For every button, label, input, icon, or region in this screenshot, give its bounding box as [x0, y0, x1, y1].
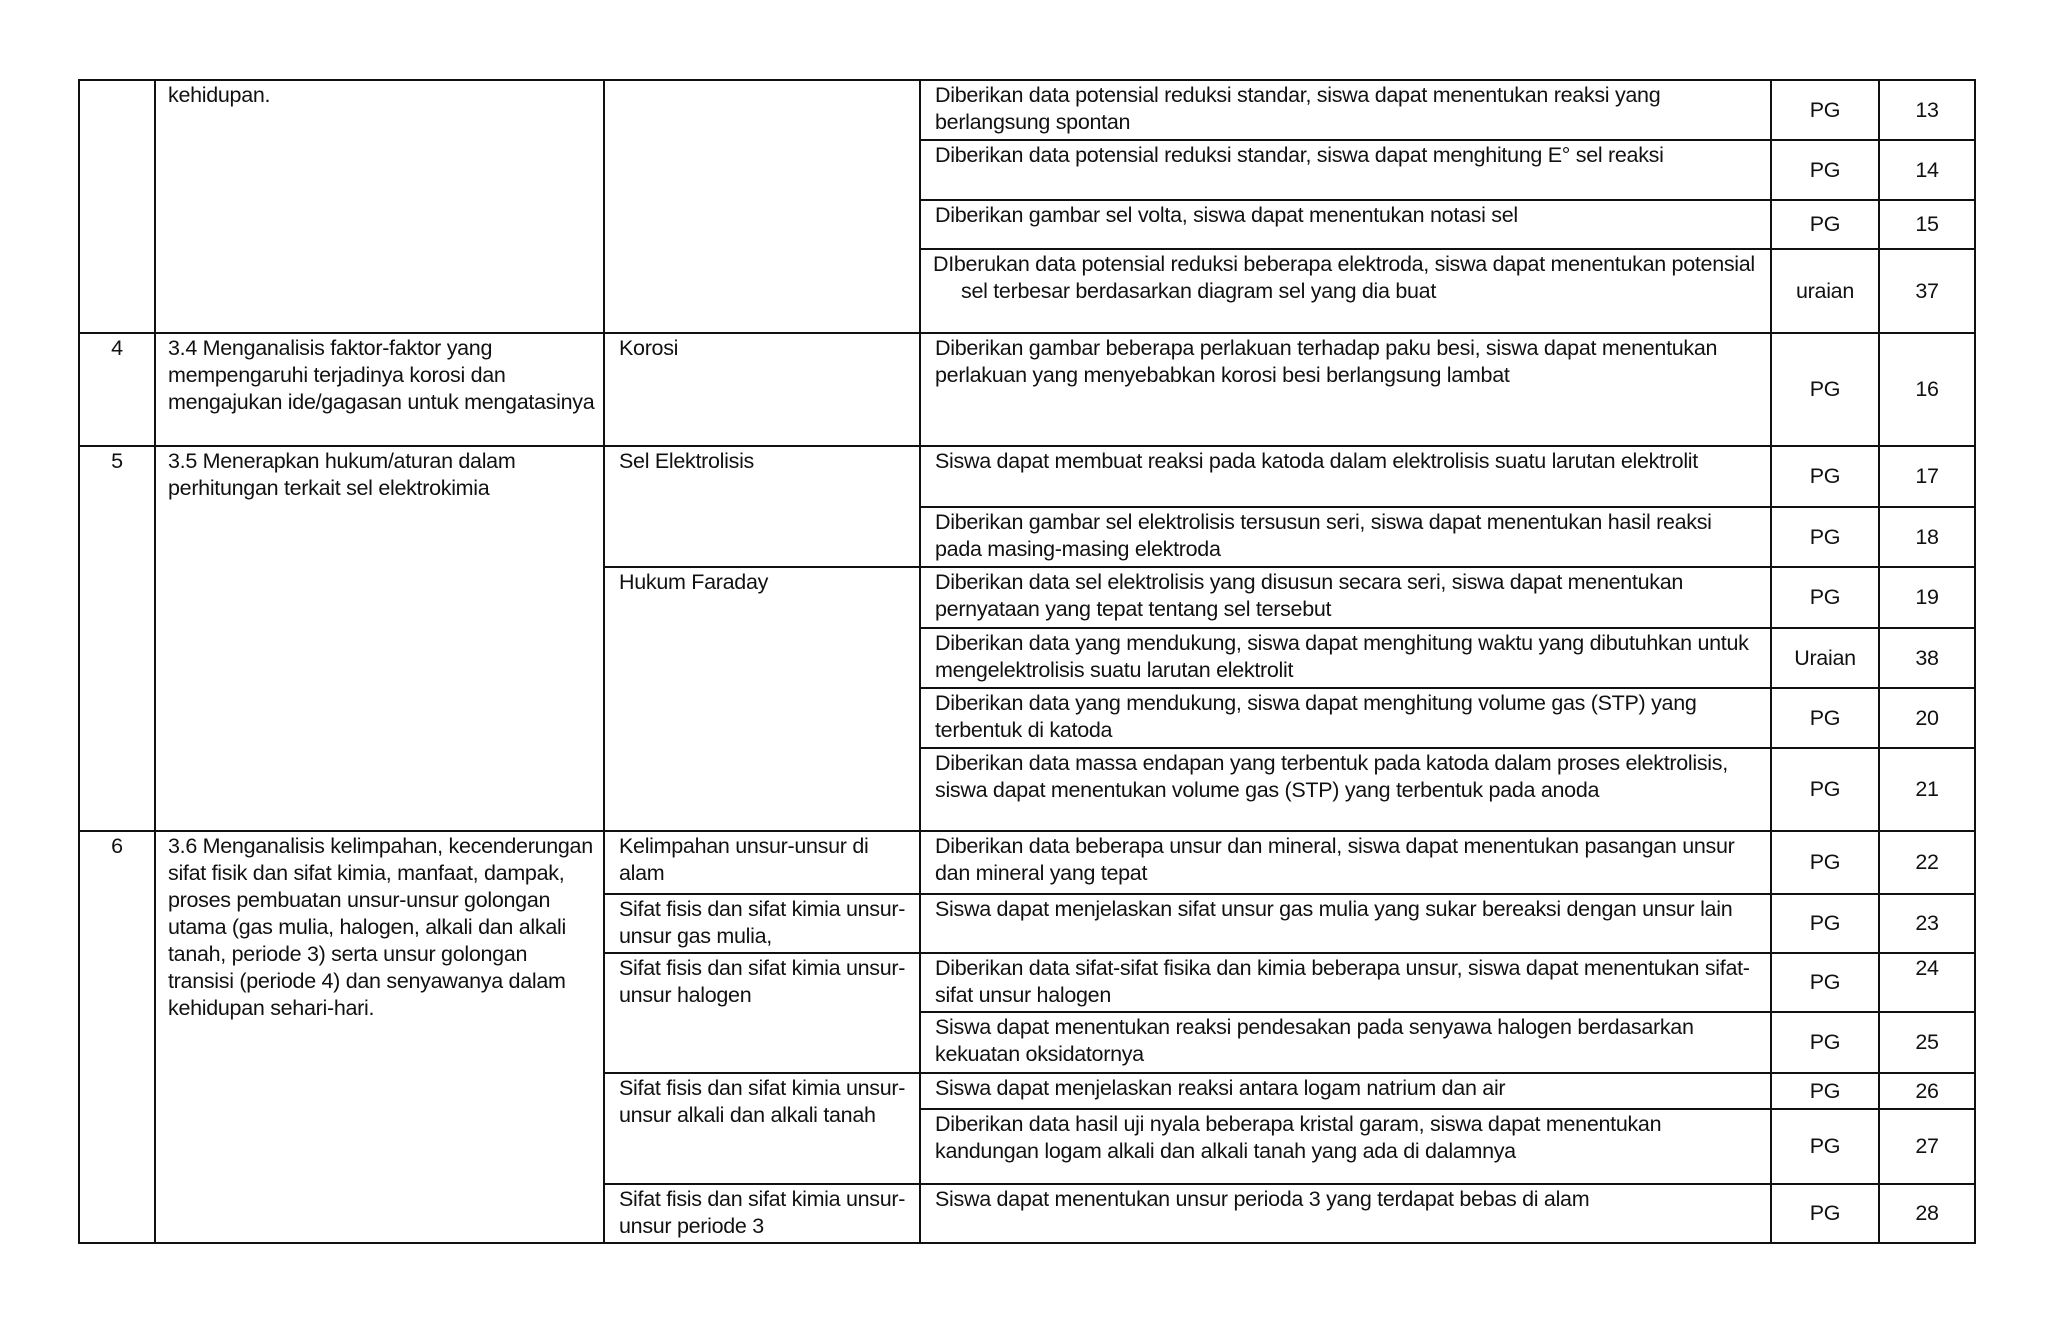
indikator: Diberikan gambar beberapa perlakuan terhadap paku besi, siswa dapat menentukan perlakuan yang menyebabkan korosi besi berlangsung lambat	[920, 333, 1771, 446]
nomor-soal: 26	[1879, 1073, 1975, 1109]
indikator: Diberikan data potensial reduksi standar, siswa dapat menghitung E° sel reaksi	[920, 140, 1771, 200]
nomor-soal: 22	[1879, 831, 1975, 894]
nomor-soal: 25	[1879, 1012, 1975, 1073]
materi	[604, 80, 920, 333]
bentuk-soal: PG	[1771, 831, 1879, 894]
indikator: Diberikan gambar sel volta, siswa dapat menentukan notasi sel	[920, 200, 1771, 249]
kompetensi-dasar: kehidupan.	[155, 80, 604, 333]
table-row	[79, 333, 1975, 446]
table-row	[79, 80, 1975, 140]
nomor-soal: 18	[1879, 507, 1975, 567]
bentuk-soal: PG	[1771, 1073, 1879, 1109]
nomor-soal: 14	[1879, 140, 1975, 200]
row-number: 6	[79, 831, 155, 1243]
materi: Kelimpahan unsur-unsur di alam	[604, 831, 920, 894]
row-number: 4	[79, 333, 155, 446]
indikator: Siswa dapat menjelaskan reaksi antara logam natrium dan air	[920, 1073, 1771, 1109]
indikator: Diberikan data beberapa unsur dan mineral, siswa dapat menentukan pasangan unsur dan mineral yang tepat	[920, 831, 1771, 894]
bentuk-soal: PG	[1771, 953, 1879, 1012]
indikator: Diberikan data yang mendukung, siswa dapat menghitung volume gas (STP) yang terbentuk di katoda	[920, 688, 1771, 748]
materi: Hukum Faraday	[604, 567, 920, 831]
kompetensi-dasar: 3.4 Menganalisis faktor-faktor yang mempengaruhi terjadinya korosi dan mengajukan ide/gagasan untuk mengatasinya	[155, 333, 604, 446]
indikator: Diberikan data sel elektrolisis yang disusun secara seri, siswa dapat menentukan pernyataan yang tepat tentang sel tersebut	[920, 567, 1771, 628]
indikator: Diberikan gambar sel elektrolisis tersusun seri, siswa dapat menentukan hasil reaksi pada masing-masing elektroda	[920, 507, 1771, 567]
nomor-soal: 23	[1879, 894, 1975, 953]
nomor-soal: 15	[1879, 200, 1975, 249]
materi: Sifat fisis dan sifat kimia unsur-unsur alkali dan alkali tanah	[604, 1073, 920, 1184]
materi: Korosi	[604, 333, 920, 446]
indikator: Diberikan data sifat-sifat fisika dan kimia beberapa unsur, siswa dapat menentukan sifat-sifat unsur halogen	[920, 953, 1771, 1012]
table-row	[79, 446, 1975, 507]
materi: Sifat fisis dan sifat kimia unsur-unsur periode 3	[604, 1184, 920, 1243]
nomor-soal: 13	[1879, 80, 1975, 140]
indikator: Siswa dapat menentukan reaksi pendesakan pada senyawa halogen berdasarkan kekuatan oksidatornya	[920, 1012, 1771, 1073]
bentuk-soal: PG	[1771, 200, 1879, 249]
nomor-soal: 20	[1879, 688, 1975, 748]
row-number: 5	[79, 446, 155, 831]
kompetensi-dasar: 3.5 Menerapkan hukum/aturan dalam perhitungan terkait sel elektrokimia	[155, 446, 604, 831]
nomor-soal: 24	[1879, 953, 1975, 1012]
bentuk-soal: Uraian	[1771, 628, 1879, 688]
bentuk-soal: PG	[1771, 748, 1879, 831]
bentuk-soal: PG	[1771, 140, 1879, 200]
indikator: Siswa dapat membuat reaksi pada katoda dalam elektrolisis suatu larutan elektrolit	[920, 446, 1771, 507]
nomor-soal: 28	[1879, 1184, 1975, 1243]
indikator: Diberikan data yang mendukung, siswa dapat menghitung waktu yang dibutuhkan untuk mengelektrolisis suatu larutan elektrolit	[920, 628, 1771, 688]
kompetensi-dasar: 3.6 Menganalisis kelimpahan, kecenderungan sifat fisik dan sifat kimia, manfaat, dampak, proses pembuatan unsur-unsur golongan utama (gas mulia, halogen, alkali dan alkali tanah, periode 3) serta unsur golongan transisi (periode 4) dan senyawanya dalam kehidupan sehari-hari.	[155, 831, 604, 1243]
bentuk-soal: uraian	[1771, 249, 1879, 333]
nomor-soal: 16	[1879, 333, 1975, 446]
nomor-soal: 27	[1879, 1109, 1975, 1184]
nomor-soal: 19	[1879, 567, 1975, 628]
bentuk-soal: PG	[1771, 567, 1879, 628]
nomor-soal: 21	[1879, 748, 1975, 831]
indikator: Siswa dapat menjelaskan sifat unsur gas mulia yang sukar bereaksi dengan unsur lain	[920, 894, 1771, 953]
indikator: Diberikan data massa endapan yang terbentuk pada katoda dalam proses elektrolisis, siswa dapat menentukan volume gas (STP) yang terbentuk pada anoda	[920, 748, 1771, 831]
table-row	[79, 831, 1975, 894]
indikator: Diberikan data potensial reduksi standar, siswa dapat menentukan reaksi yang berlangsung spontan	[920, 80, 1771, 140]
bentuk-soal: PG	[1771, 446, 1879, 507]
bentuk-soal: PG	[1771, 507, 1879, 567]
indikator: Diberikan data hasil uji nyala beberapa kristal garam, siswa dapat menentukan kandungan logam alkali dan alkali tanah yang ada di dalamnya	[920, 1109, 1771, 1184]
nomor-soal: 37	[1879, 249, 1975, 333]
bentuk-soal: PG	[1771, 1184, 1879, 1243]
indikator: Siswa dapat menentukan unsur perioda 3 yang terdapat bebas di alam	[920, 1184, 1771, 1243]
materi: Sifat fisis dan sifat kimia unsur-unsur halogen	[604, 953, 920, 1073]
nomor-soal: 17	[1879, 446, 1975, 507]
bentuk-soal: PG	[1771, 80, 1879, 140]
row-number	[79, 80, 155, 333]
bentuk-soal: PG	[1771, 688, 1879, 748]
bentuk-soal: PG	[1771, 894, 1879, 953]
materi: Sel Elektrolisis	[604, 446, 920, 567]
bentuk-soal: PG	[1771, 1012, 1879, 1073]
kisi-kisi-table	[78, 79, 1976, 1244]
bentuk-soal: PG	[1771, 333, 1879, 446]
bentuk-soal: PG	[1771, 1109, 1879, 1184]
nomor-soal: 38	[1879, 628, 1975, 688]
indikator: DIberukan data potensial reduksi beberapa elektroda, siswa dapat menentukan potensial sel terbesar berdasarkan diagram sel yang dia buat	[920, 249, 1771, 333]
materi: Sifat fisis dan sifat kimia unsur-unsur gas mulia,	[604, 894, 920, 953]
